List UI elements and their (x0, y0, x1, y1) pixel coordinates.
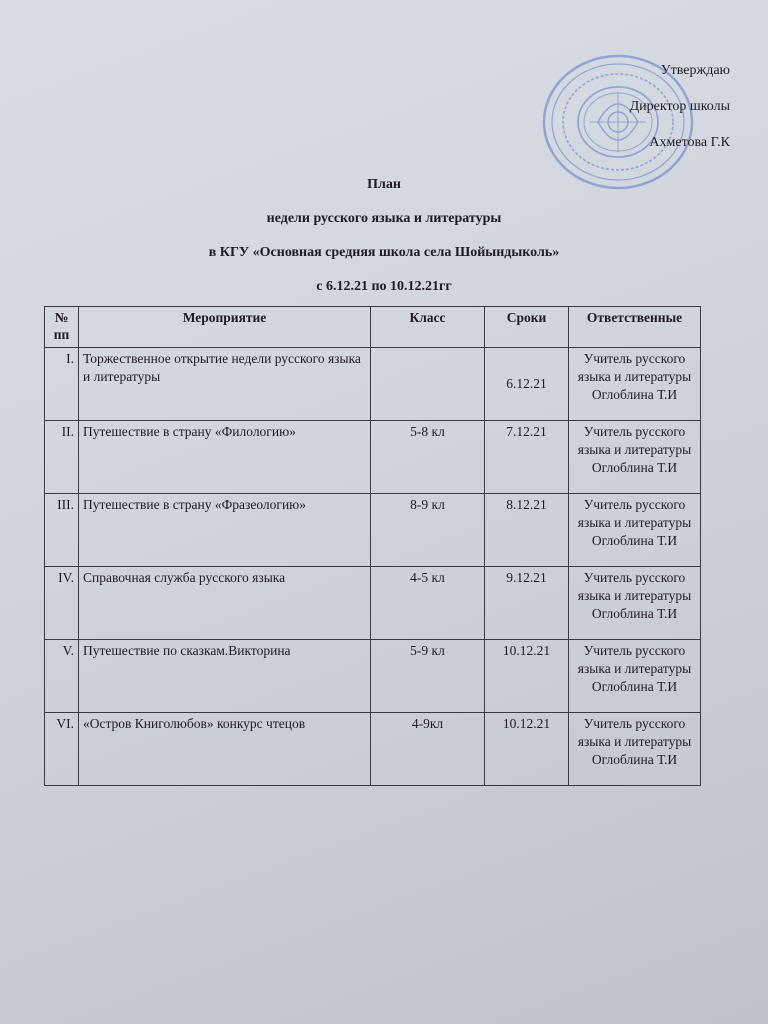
row-number: III. (45, 494, 79, 567)
row-event: Путешествие в страну «Фразеологию» (79, 494, 371, 567)
row-date: 10.12.21 (485, 640, 569, 713)
row-class: 5-9 кл (371, 640, 485, 713)
row-event: «Остров Книголюбов» конкурс чтецов (79, 713, 371, 786)
table-row (45, 567, 701, 640)
document-heading (0, 168, 768, 304)
page-subtitle: недели русского языка и литературы (266, 211, 502, 226)
row-responsible: Учитель русского языка и литературы Оглоблина Т.И (569, 713, 701, 786)
row-event: Путешествие в страну «Филологию» (79, 421, 371, 494)
row-event: Путешествие по сказкам.Викторина (79, 640, 371, 713)
row-responsible: Учитель русского языка и литературы Оглоблина Т.И (569, 494, 701, 567)
row-number: II. (45, 421, 79, 494)
table-header-row (45, 307, 701, 348)
approval-position: Директор школы (629, 99, 730, 114)
row-responsible: Учитель русского языка и литературы Оглоблина Т.И (569, 421, 701, 494)
table-row (45, 348, 701, 421)
column-header-event: Мероприятие (79, 307, 371, 348)
school-name: в КГУ «Основная средняя школа села Шойындыколь» (208, 245, 560, 260)
row-class (371, 348, 485, 421)
column-header-responsible: Ответственные (569, 307, 701, 348)
row-date: 10.12.21 (485, 713, 569, 786)
row-responsible: Учитель русского языка и литературы Оглоблина Т.И (569, 567, 701, 640)
column-header-number: № пп (45, 307, 79, 348)
row-number: IV. (45, 567, 79, 640)
row-event: Справочная служба русского языка (79, 567, 371, 640)
approval-signatory: Ахметова Г.К (649, 135, 730, 150)
row-date: 8.12.21 (485, 494, 569, 567)
row-date: 9.12.21 (485, 567, 569, 640)
row-class: 4-9кл (371, 713, 485, 786)
table-row (45, 421, 701, 494)
page-title: План (367, 177, 401, 192)
approval-block (630, 64, 730, 172)
row-date: 6.12.21 (485, 348, 569, 421)
approval-title: Утверждаю (660, 63, 730, 78)
column-header-dates: Сроки (485, 307, 569, 348)
row-date: 7.12.21 (485, 421, 569, 494)
row-number: VI. (45, 713, 79, 786)
row-responsible: Учитель русского языка и литературы Оглоблина Т.И (569, 640, 701, 713)
row-class: 5-8 кл (371, 421, 485, 494)
row-responsible: Учитель русского языка и литературы Оглоблина Т.И (569, 348, 701, 421)
row-class: 8-9 кл (371, 494, 485, 567)
events-table (44, 306, 701, 786)
row-class: 4-5 кл (371, 567, 485, 640)
column-header-class: Класс (371, 307, 485, 348)
table-row (45, 713, 701, 786)
table-row (45, 494, 701, 567)
row-number: V. (45, 640, 79, 713)
row-event: Торжественное открытие недели русского языка и литературы (79, 348, 371, 421)
row-number: I. (45, 348, 79, 421)
date-range: с 6.12.21 по 10.12.21гг (316, 279, 452, 294)
table-row (45, 640, 701, 713)
